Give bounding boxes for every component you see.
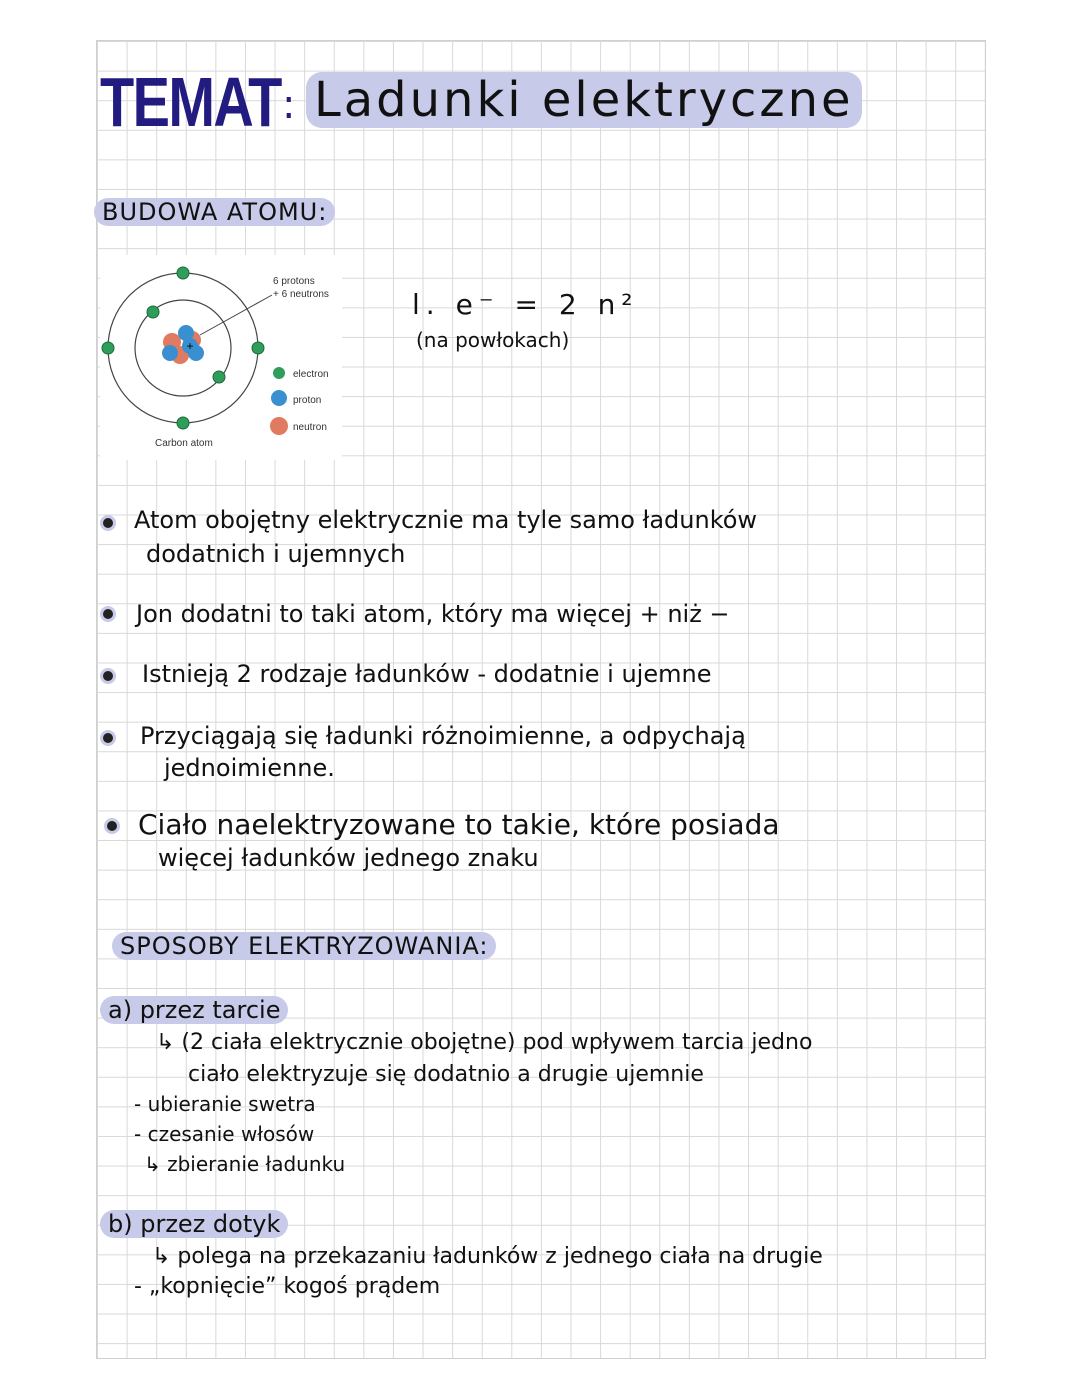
bullet-dot — [100, 606, 116, 622]
bullet-4-line-2: jednoimienne. — [164, 754, 335, 782]
method-a-note: ↳ zbieranie ładunku — [144, 1152, 346, 1176]
formula: l. e⁻ = 2 n² — [412, 288, 639, 321]
atom-annotation-1: 6 protons — [273, 276, 315, 287]
bullet-3: Istnieją 2 rodzaje ładunków - dodatnie i ujemne — [142, 660, 712, 688]
nucleus — [162, 325, 204, 364]
title-label: TEMAT — [100, 63, 281, 141]
bullet-dot — [100, 515, 116, 531]
method-a-line-1: ↳ (2 ciała elektrycznie obojętne) pod wpływem tarcia jedno — [156, 1030, 813, 1055]
method-a-line-2: ciało elektryzuje się dodatnio a drugie ujemnie — [188, 1062, 704, 1087]
section-heading-methods: SPOSOBY ELEKTRYZOWANIA: — [112, 932, 496, 960]
method-a-heading: a) przez tarcie — [100, 996, 288, 1024]
bullet-1-line-2: dodatnich i ujemnych — [146, 540, 406, 568]
legend-neutron: neutron — [293, 422, 327, 433]
section-heading-atom: BUDOWA ATOMU: — [94, 198, 335, 226]
bullet-dot — [100, 668, 116, 684]
method-b-example: - „kopnięcie” kogoś prądem — [134, 1274, 441, 1299]
method-b-heading: b) przez dotyk — [100, 1210, 288, 1238]
title-colon: : — [282, 82, 296, 128]
carbon-atom-diagram — [100, 255, 342, 460]
formula-note: (na powłokach) — [416, 328, 570, 352]
atom-annotation-2: + 6 neutrons — [273, 289, 329, 300]
method-a-example-1: - ubieranie swetra — [134, 1092, 316, 1116]
bullet-5-line-2: więcej ładunków jednego znaku — [158, 844, 539, 872]
atom-caption: Carbon atom — [155, 438, 213, 449]
legend-proton: proton — [293, 395, 322, 406]
page-title: Ladunki elektryczne — [306, 72, 862, 128]
method-b-line-1: ↳ polega na przekazaniu ładunków z jednego ciała na drugie — [152, 1244, 823, 1269]
bullet-1-line-1: Atom obojętny elektrycznie ma tyle samo ładunków — [134, 506, 758, 534]
bullet-2: Jon dodatni to taki atom, który ma więcej + niż − — [136, 600, 730, 628]
method-a-example-2: - czesanie włosów — [134, 1122, 315, 1146]
bullet-dot — [100, 730, 116, 746]
bullet-dot — [104, 818, 120, 834]
svg-text:+: + — [186, 339, 194, 353]
bullet-4-line-1: Przyciągają się ładunki różnoimienne, a odpychają — [140, 722, 746, 750]
legend-electron: electron — [293, 369, 329, 380]
bullet-5-line-1: Ciało naelektryzowane to takie, które posiada — [138, 808, 780, 841]
